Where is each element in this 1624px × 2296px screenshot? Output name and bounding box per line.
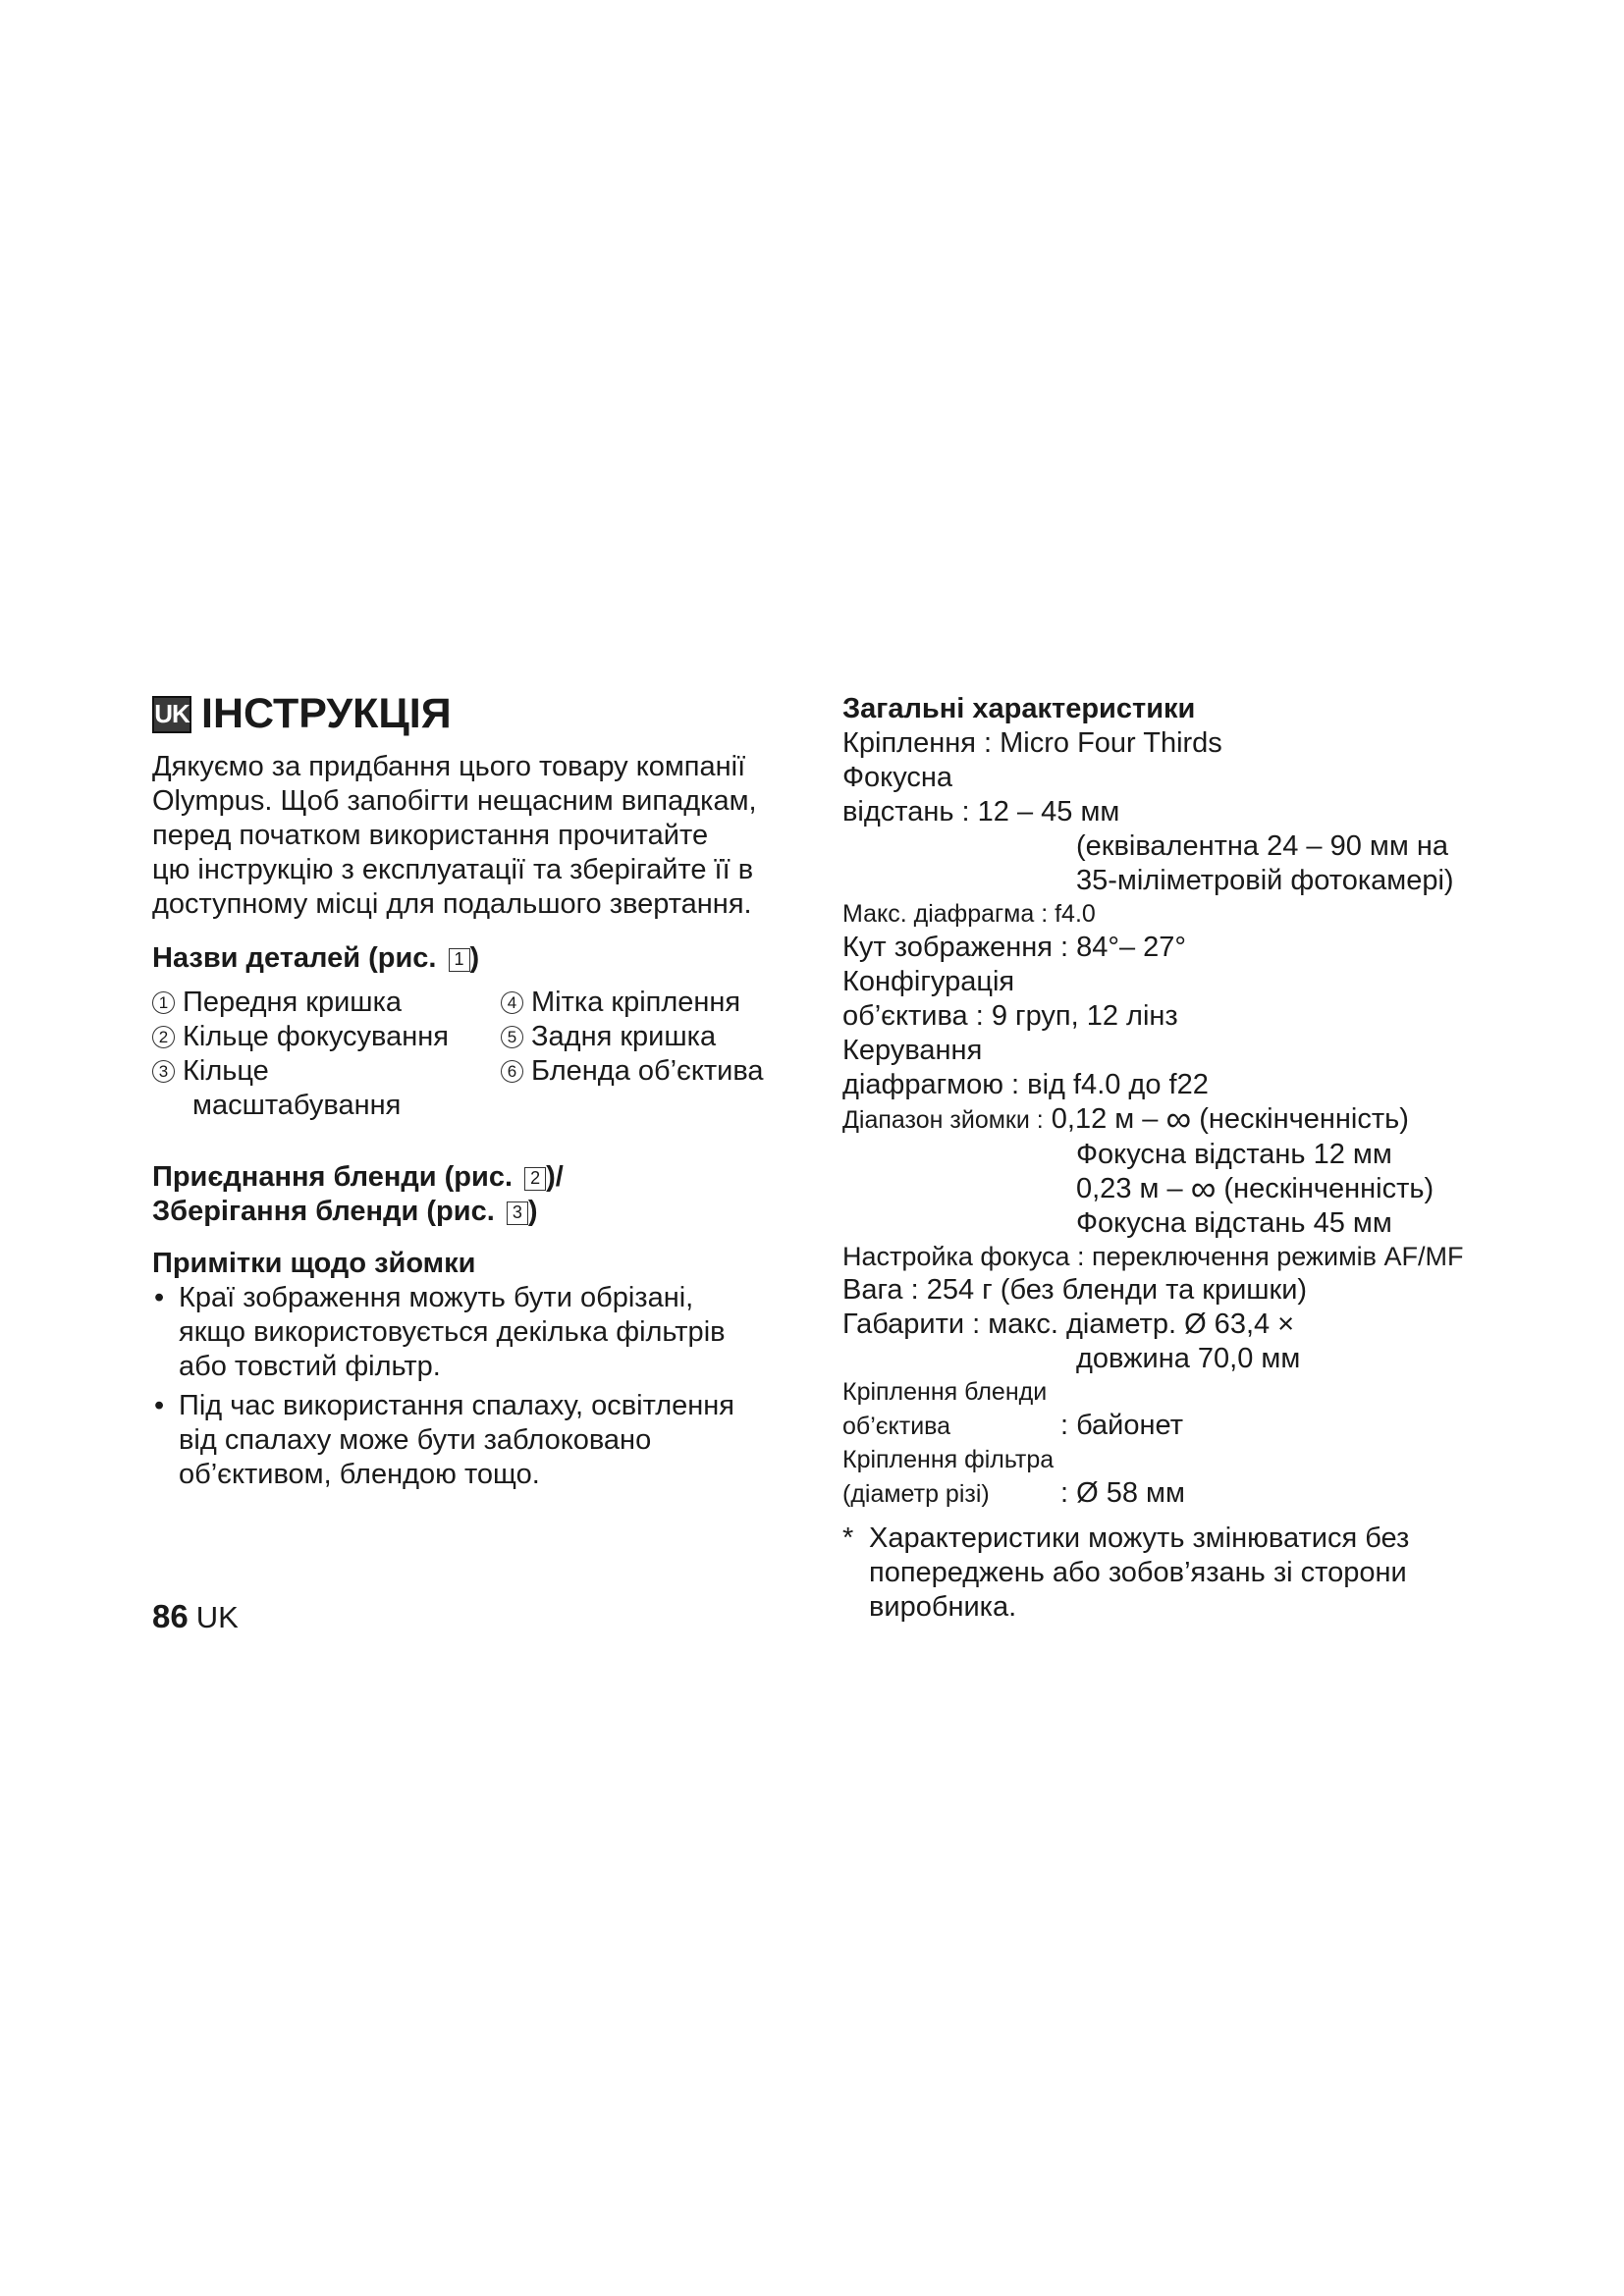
parts-heading: Назви деталей (рис. 1 ): [152, 942, 480, 975]
hood-section: [152, 1160, 790, 1229]
part-item: 3 Кільце: [152, 1054, 269, 1089]
spec-dimensions-length: довжина 70,0 мм: [1076, 1343, 1301, 1374]
part-number: 3: [152, 1060, 175, 1083]
spec-range-2: 0,23 м – ∞ (нескінченність): [1076, 1168, 1435, 1208]
part-item: 6 Бленда об’єктива: [501, 1054, 764, 1089]
specs-title: Загальні характеристики: [842, 693, 1196, 724]
list-item: • Краї зображення можуть бути обрізані, якщо використовується декілька фільтрів або товстий фільтр.: [154, 1282, 726, 1383]
intro-line: Olympus. Щоб запобігти нещасним випадкам,: [152, 785, 757, 818]
spec-focal-value: відстань : 12 – 45 мм: [842, 796, 1120, 828]
infinity-icon: ∞: [1165, 1098, 1192, 1139]
figure-ref-box: 2: [524, 1167, 546, 1191]
title-text: ІНСТРУКЦІЯ: [201, 690, 452, 737]
part-item-continuation: масштабування: [192, 1090, 402, 1122]
notes-list: [152, 1281, 790, 1492]
part-item: 2 Кільце фокусування: [152, 1020, 449, 1054]
spec-filter-label: Кріплення фільтра: [842, 1446, 1055, 1473]
hood-heading-storage: Зберігання бленди (рис. 3 ): [152, 1196, 538, 1228]
asterisk: *: [842, 1522, 854, 1554]
intro-paragraph: [152, 750, 790, 922]
part-item: 4 Мітка кріплення: [501, 986, 740, 1020]
hood-heading-attach: Приєднання бленди (рис. 2 )/: [152, 1161, 564, 1194]
spec-filter: (діаметр різі) : Ø 58 мм: [842, 1477, 1185, 1509]
spec-config-label: Конфігурація: [842, 966, 1015, 997]
intro-line: доступному місці для подальшого звертання.: [152, 888, 752, 921]
figure-ref-box: 3: [507, 1201, 528, 1225]
spec-aperture: Макс. діафрагма : f4.0: [842, 900, 1096, 928]
spec-focal-equiv: 35-міліметровій фотокамері): [1076, 865, 1454, 896]
spec-weight: Вага : 254 г (без бленди та кришки): [842, 1274, 1308, 1306]
spec-range-focal: Фокусна відстань 45 мм: [1076, 1207, 1392, 1239]
spec-angle: Кут зображення : 84°– 27°: [842, 932, 1187, 963]
notes-heading: Примітки щодо зйомки: [152, 1248, 476, 1280]
intro-line: Дякуємо за придбання цього товару компанії: [152, 751, 746, 783]
part-number: 4: [501, 991, 523, 1014]
spec-range-focal: Фокусна відстань 12 мм: [1076, 1139, 1392, 1170]
spec-control-label: Керування: [842, 1035, 983, 1066]
part-number: 5: [501, 1026, 523, 1048]
part-number: 2: [152, 1026, 175, 1048]
figure-ref-box: 1: [449, 948, 470, 972]
spec-range: Діапазон зйомки : 0,12 м – ∞ (нескінченність): [842, 1098, 1409, 1139]
bullet-dot: •: [154, 1282, 165, 1314]
spec-control-value: діафрагмою : від f4.0 до f22: [842, 1069, 1209, 1100]
language-badge: UK: [152, 696, 191, 733]
left-column: [152, 692, 790, 1492]
page-title: [152, 692, 790, 736]
spec-dimensions: Габарити : макс. діаметр. Ø 63,4 ×: [842, 1308, 1295, 1340]
part-item: 1 Передня кришка: [152, 986, 402, 1020]
bullet-dot: •: [154, 1390, 165, 1422]
part-number: 1: [152, 991, 175, 1014]
page-number: 86 UK: [152, 1598, 239, 1634]
specifications-column: [842, 692, 1490, 1625]
spec-footnote: * Характеристики можуть змінюватися без попереджень або зобов’язань зі сторони виробника.: [842, 1522, 1410, 1623]
part-item: 5 Задня кришка: [501, 1020, 716, 1054]
spec-config-value: об’єктива : 9 груп, 12 лінз: [842, 1000, 1178, 1032]
spec-focal-equiv: (еквівалентна 24 – 90 мм на: [1076, 830, 1448, 862]
parts-list: [152, 986, 790, 1123]
spec-focal-label: Фокусна: [842, 762, 953, 793]
spec-hood-mount-label: Кріплення бленди: [842, 1378, 1048, 1406]
intro-line: перед початком використання прочитайте: [152, 820, 709, 852]
spec-hood-mount: об’єктива : байонет: [842, 1410, 1183, 1441]
list-item: • Під час використання спалаху, освітлення від спалаху може бути заблоковано об’єктивом, блендою тощо.: [154, 1390, 735, 1491]
intro-line: цю інструкцію з експлуатації та зберігайте її в: [152, 854, 754, 886]
spec-focus-adjust: Настройка фокуса : переключення режимів AF/MF: [842, 1242, 1464, 1271]
part-number: 6: [501, 1060, 523, 1083]
infinity-icon: ∞: [1190, 1168, 1217, 1208]
spec-mount: Кріплення : Micro Four Thirds: [842, 727, 1222, 759]
